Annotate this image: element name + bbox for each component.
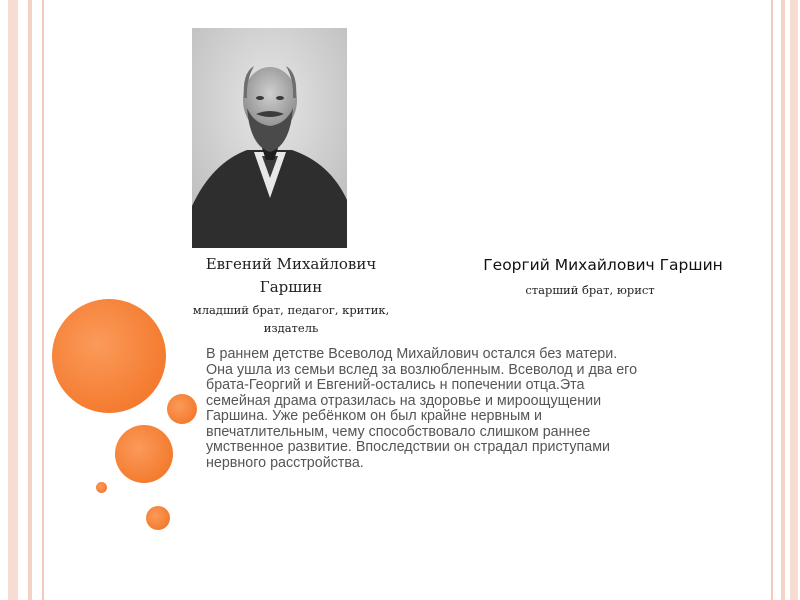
decor-stripe	[8, 0, 18, 600]
body-line: брата-Георгий и Евгений-остались н попечении отца.Эта	[206, 377, 585, 393]
body-line: нервного расстройства.	[206, 454, 364, 471]
person1-name	[186, 253, 396, 299]
decor-stripe	[42, 0, 44, 600]
body-line: В раннем детстве Всеволод Михайлович остался без матери.	[206, 346, 618, 362]
person1-role-line1: младший брат, педагог, критик,	[192, 303, 390, 317]
portrait-photo	[192, 28, 347, 248]
decor-circle-tiny	[96, 482, 107, 493]
body-line: Она ушла из семьи вслед за возлюбленным. Всеволод и два его	[206, 361, 638, 378]
body-line: умственное развитие. Впоследствии он страдал приступами	[206, 439, 611, 455]
body-line: впечатлительным, чему способствовало слишком раннее	[206, 423, 591, 440]
body-line: Гаршина. Уже ребёнком он был крайне нервным и	[206, 408, 543, 424]
person2-name: Георгий Михайлович Гаршин	[483, 256, 723, 274]
person1-role-line2: издатель	[263, 321, 319, 335]
body-line: семейная драма отразилась на здоровье и мироощущении	[206, 392, 602, 409]
person2-role: старший брат, юрист	[525, 283, 655, 297]
decor-stripe	[781, 0, 785, 600]
decor-circle-medium	[115, 425, 173, 483]
decor-stripe	[28, 0, 32, 600]
person1-name-line2: Гаршин	[259, 278, 323, 296]
person1-name-line1: Евгений Михайлович	[205, 255, 377, 273]
decor-circle-large	[52, 299, 166, 413]
person1-role	[180, 301, 402, 337]
body-paragraph	[206, 347, 716, 471]
decor-circle-small	[146, 506, 170, 530]
decor-circle-small	[167, 394, 197, 424]
decor-stripe	[771, 0, 773, 600]
decor-stripe	[790, 0, 798, 600]
